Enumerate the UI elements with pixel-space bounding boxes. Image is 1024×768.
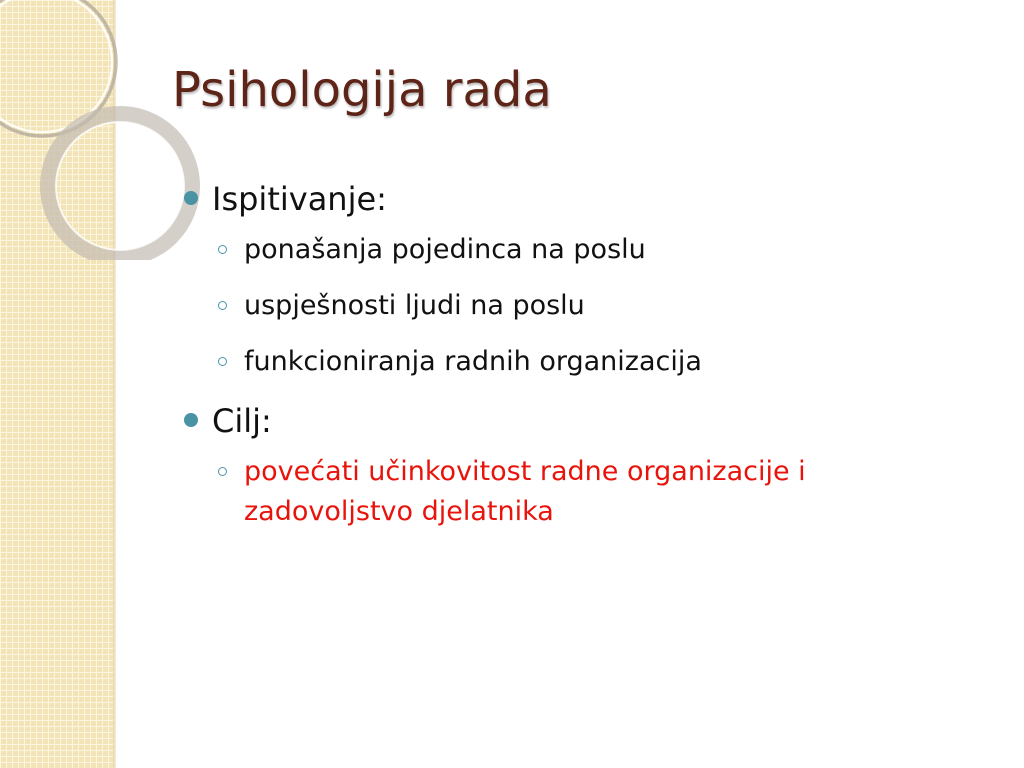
sub-item-text: povećati učinkovitost radne organizacije i zadovoljstvo djelatnika: [244, 456, 806, 527]
sub-list-item: [182, 286, 962, 326]
sub-item-text: uspješnosti ljudi na poslu: [244, 290, 585, 321]
hollow-circle-bullet-icon: [218, 301, 227, 310]
filled-circle-bullet-icon: [184, 413, 198, 427]
section-heading: Cilj:: [212, 402, 272, 440]
filled-circle-bullet-icon: [184, 191, 198, 205]
sub-list-item-highlight: [182, 452, 962, 532]
list-item-ispitivanje: [182, 176, 962, 222]
sub-item-text: ponašanja pojedinca na poslu: [244, 234, 646, 265]
side-panel-edge: [113, 0, 116, 768]
sublist-ispitivanje: [182, 230, 962, 382]
slide-title: Psihologija rada: [172, 62, 552, 118]
sub-list-item: [182, 342, 962, 382]
hollow-circle-bullet-icon: [218, 357, 227, 366]
sub-item-text: funkcioniranja radnih organizacija: [244, 346, 702, 377]
list-item-cilj: [182, 398, 962, 444]
bullet-content: [182, 176, 962, 542]
section-heading: Ispitivanje:: [212, 180, 387, 218]
side-decoration-panel: [0, 0, 113, 768]
hollow-circle-bullet-icon: [218, 467, 227, 476]
sublist-cilj: [182, 452, 962, 532]
sub-list-item: [182, 230, 962, 270]
hollow-circle-bullet-icon: [218, 245, 227, 254]
